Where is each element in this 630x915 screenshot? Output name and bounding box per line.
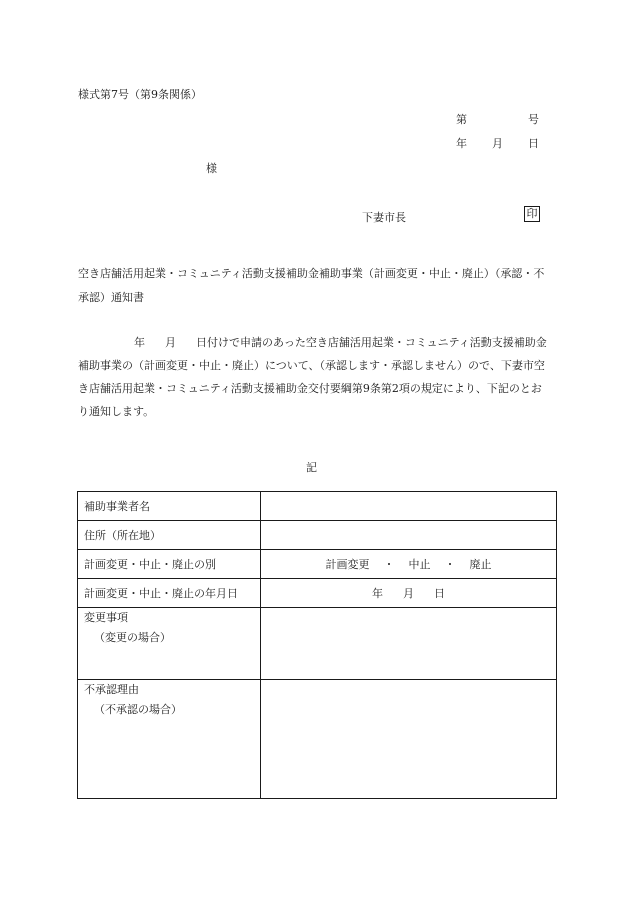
value-change-type — [261, 550, 557, 579]
table-row — [78, 492, 557, 521]
value-change-date — [261, 579, 557, 608]
body-year: 年 — [134, 336, 145, 349]
rejection-reason-title: 不承認理由 — [84, 683, 139, 696]
label-rejection-reason — [78, 680, 261, 799]
label-change-type: 計画変更・中止・廃止の別 — [78, 550, 261, 579]
table-row — [78, 550, 557, 579]
label-address: 住所（所在地） — [78, 521, 261, 550]
label-change-date: 計画変更・中止・廃止の年月日 — [78, 579, 261, 608]
body-month: 月 — [165, 336, 176, 349]
date-day: 日 — [434, 587, 445, 600]
option-abolish: 廃止 — [469, 558, 492, 571]
separator: ・ — [444, 558, 456, 571]
form-number: 様式第7号（第9条関係） — [78, 88, 202, 101]
label-applicant-name: 補助事業者名 — [78, 492, 261, 521]
table-row — [78, 579, 557, 608]
change-items-title: 変更事項 — [84, 611, 128, 624]
rejection-reason-note: （不承認の場合） — [94, 703, 182, 716]
document-title: 空き店舗活用起業・コミュニティ活動支援補助金補助事業（計画変更・中止・廃止）（承認・不承認）通知書 — [78, 267, 545, 304]
body-text: 日付けで申請のあった空き店舗活用起業・コミュニティ活動支援補助金補助事業の（計画変更・中止・廃止）について、（承認します・承認しません）ので、下妻市空き店舗活用起業・コミュニティ活動支援補助金交付要綱第9条第2項の規定により、下記のとおり通知します。 — [78, 336, 547, 418]
ki-heading: 記 — [306, 461, 317, 474]
table-row — [78, 608, 557, 680]
table-row — [78, 521, 557, 550]
value-rejection-reason — [261, 680, 557, 799]
change-items-note: （変更の場合） — [94, 631, 171, 644]
body-paragraph — [78, 331, 552, 423]
issuer-name: 下妻市長 — [362, 211, 406, 224]
date-month: 月 — [403, 587, 414, 600]
separator: ・ — [383, 558, 395, 571]
addressee-suffix: 様 — [206, 162, 217, 175]
value-change-items — [261, 608, 557, 680]
number-go: 号 — [528, 113, 539, 126]
details-table — [77, 491, 557, 799]
label-change-items — [78, 608, 261, 680]
issue-day: 日 — [528, 137, 539, 150]
date-year: 年 — [372, 587, 383, 600]
option-plan-change: 計画変更 — [325, 558, 370, 571]
value-applicant-name — [261, 492, 557, 521]
number-dai: 第 — [456, 113, 467, 126]
value-address — [261, 521, 557, 550]
issue-month: 月 — [492, 137, 503, 150]
seal-mark: 印 — [524, 206, 540, 222]
table-row — [78, 680, 557, 799]
option-suspend: 中止 — [408, 558, 431, 571]
issue-year: 年 — [456, 137, 467, 150]
